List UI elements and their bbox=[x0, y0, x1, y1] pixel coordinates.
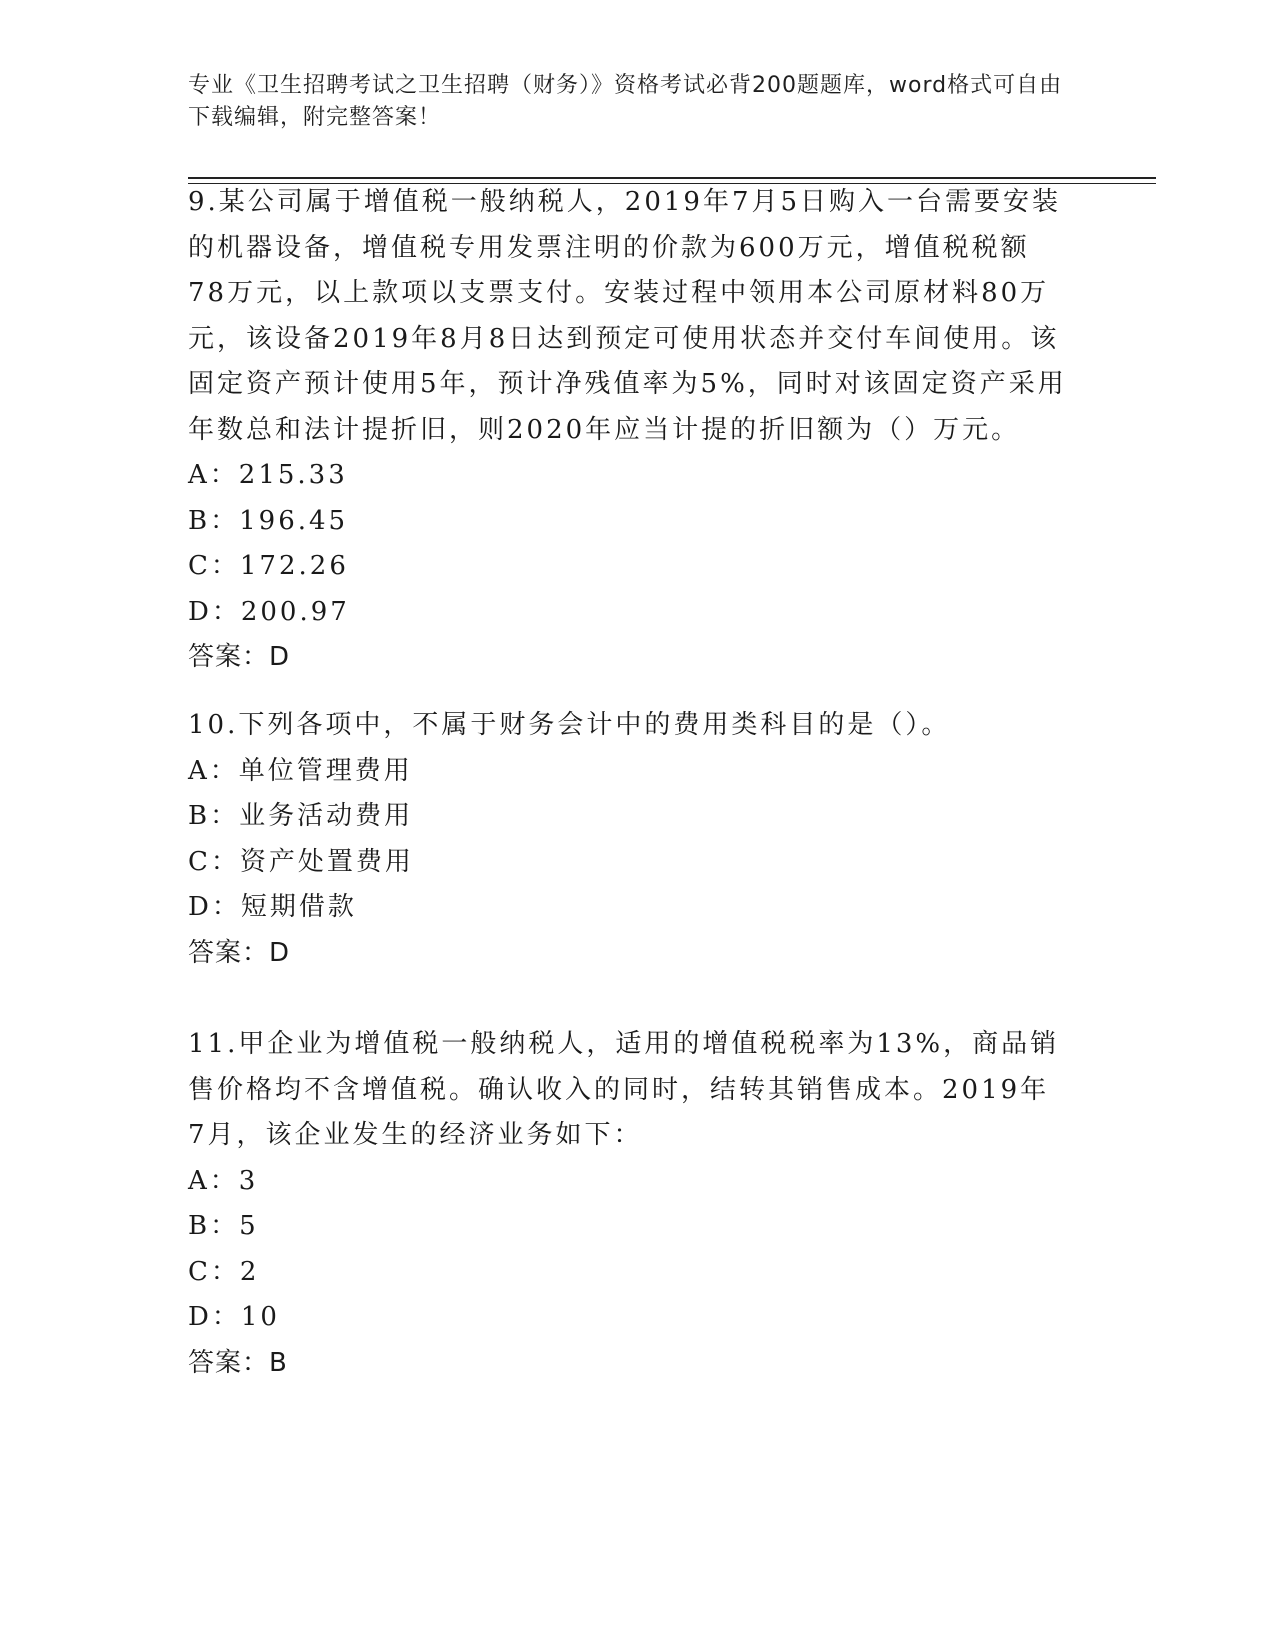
option-list bbox=[188, 1159, 1068, 1341]
question-stem: 10.下列各项中，不属于财务会计中的费用类科目的是（）。 bbox=[188, 710, 951, 740]
question-stem: 9.某公司属于增值税一般纳税人，2019年7月5日购入一台需要安装的机器设备，增值税专用发票注明的价款为600万元，增值税税额78万元，以上款项以支票支付。安装过程中领用本公司原材料80万元，该设备2019年8月8日达到预定可使用状态并交付车间使用。该固定资产预计使用5年，预计净残值率为5%，同时对该固定资产采用年数总和法计提折旧，则2020年应当计提的折旧额为（）万元。 bbox=[188, 187, 1067, 445]
option-c: C：2 bbox=[188, 1256, 260, 1287]
option-b: B：5 bbox=[188, 1211, 259, 1241]
option-c: C：172.26 bbox=[188, 551, 349, 581]
answer-line bbox=[188, 931, 1068, 977]
option-list bbox=[188, 749, 1068, 931]
option-d: D：短期借款 bbox=[188, 892, 357, 922]
question-stem: 11.甲企业为增值税一般纳税人，适用的增值税税率为13%，商品销售价格均不含增值税。确认收入的同时，结转其销售成本。2019年7月，该企业发生的经济业务如下： bbox=[188, 1029, 1060, 1150]
option-d: D：200.97 bbox=[188, 596, 350, 627]
question-11 bbox=[188, 1022, 1068, 1386]
answer-label: 答案： bbox=[188, 937, 270, 968]
document-title: 专业《卫生招聘考试之卫生招聘（财务）》资格考试必背200题题库，word格式可自由下载编辑，附完整答案！ bbox=[188, 73, 1063, 130]
answer-value: D bbox=[269, 937, 291, 968]
answer-value: D bbox=[269, 642, 291, 672]
option-a: A：3 bbox=[188, 1165, 259, 1196]
option-a: A：单位管理费用 bbox=[188, 755, 413, 786]
option-c: C：资产处置费用 bbox=[188, 846, 414, 877]
option-list bbox=[188, 453, 1068, 635]
answer-line bbox=[188, 635, 1068, 681]
answer-line bbox=[188, 1341, 1068, 1387]
question-9 bbox=[188, 180, 1068, 681]
answer-value: B bbox=[269, 1347, 288, 1378]
option-d: D：10 bbox=[188, 1302, 280, 1332]
option-b: B：196.45 bbox=[188, 505, 349, 536]
page-header bbox=[188, 70, 1068, 134]
option-b: B：业务活动费用 bbox=[188, 801, 414, 831]
question-10 bbox=[188, 703, 1068, 976]
answer-label: 答案： bbox=[188, 642, 270, 672]
option-a: A：215.33 bbox=[188, 460, 348, 490]
header-divider-thick bbox=[188, 177, 1156, 179]
answer-label: 答案： bbox=[188, 1347, 270, 1378]
